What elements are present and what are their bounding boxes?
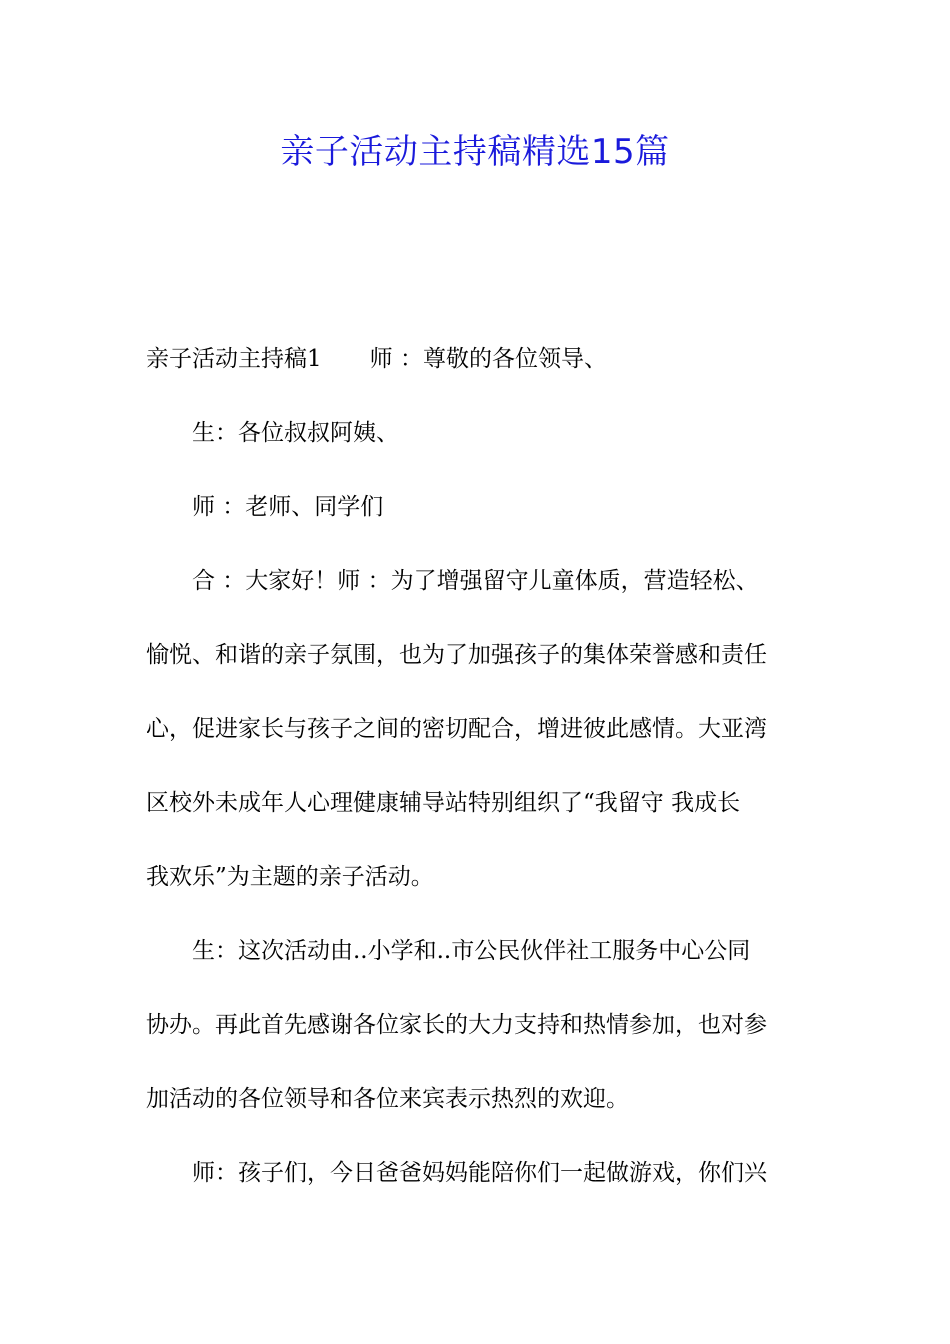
section-heading: 亲子活动主持稿1 [146, 346, 322, 372]
paragraph-line: 协办。再此首先感谢各位家长的大力支持和热情参加，也对参 [146, 1012, 767, 1038]
document-title: 亲子活动主持稿精选15篇 [280, 132, 670, 172]
paragraph-line: 心，促进家长与孩子之间的密切配合，增进彼此感情。大亚湾 [146, 716, 767, 742]
paragraph-line: 我欢乐”为主题的亲子活动。 [146, 864, 434, 890]
paragraph-line: 师 ：老师、同学们 [192, 494, 384, 520]
paragraph-line: 生：这次活动由..小学和..市公民伙伴社工服务中心公同 [192, 938, 751, 964]
dialogue-text: 师 ：尊敬的各位领导、 [369, 346, 607, 372]
paragraph-line [146, 336, 808, 383]
paragraph-line: 区校外未成年人心理健康辅导站特别组织了“我留守 我成长 [146, 790, 741, 816]
paragraph-line: 生：各位叔叔阿姨、 [192, 420, 399, 446]
paragraph-line: 愉悦、和谐的亲子氛围，也为了加强孩子的集体荣誉感和责任 [146, 642, 767, 668]
document-body [146, 336, 808, 1224]
paragraph-line: 加活动的各位领导和各位来宾表示热烈的欢迎。 [146, 1086, 629, 1112]
paragraph-line: 合 ：大家好！师 ：为了增强留守儿童体质，营造轻松、 [192, 568, 759, 594]
paragraph-line: 师：孩子们，今日爸爸妈妈能陪你们一起做游戏，你们兴 [192, 1160, 767, 1186]
